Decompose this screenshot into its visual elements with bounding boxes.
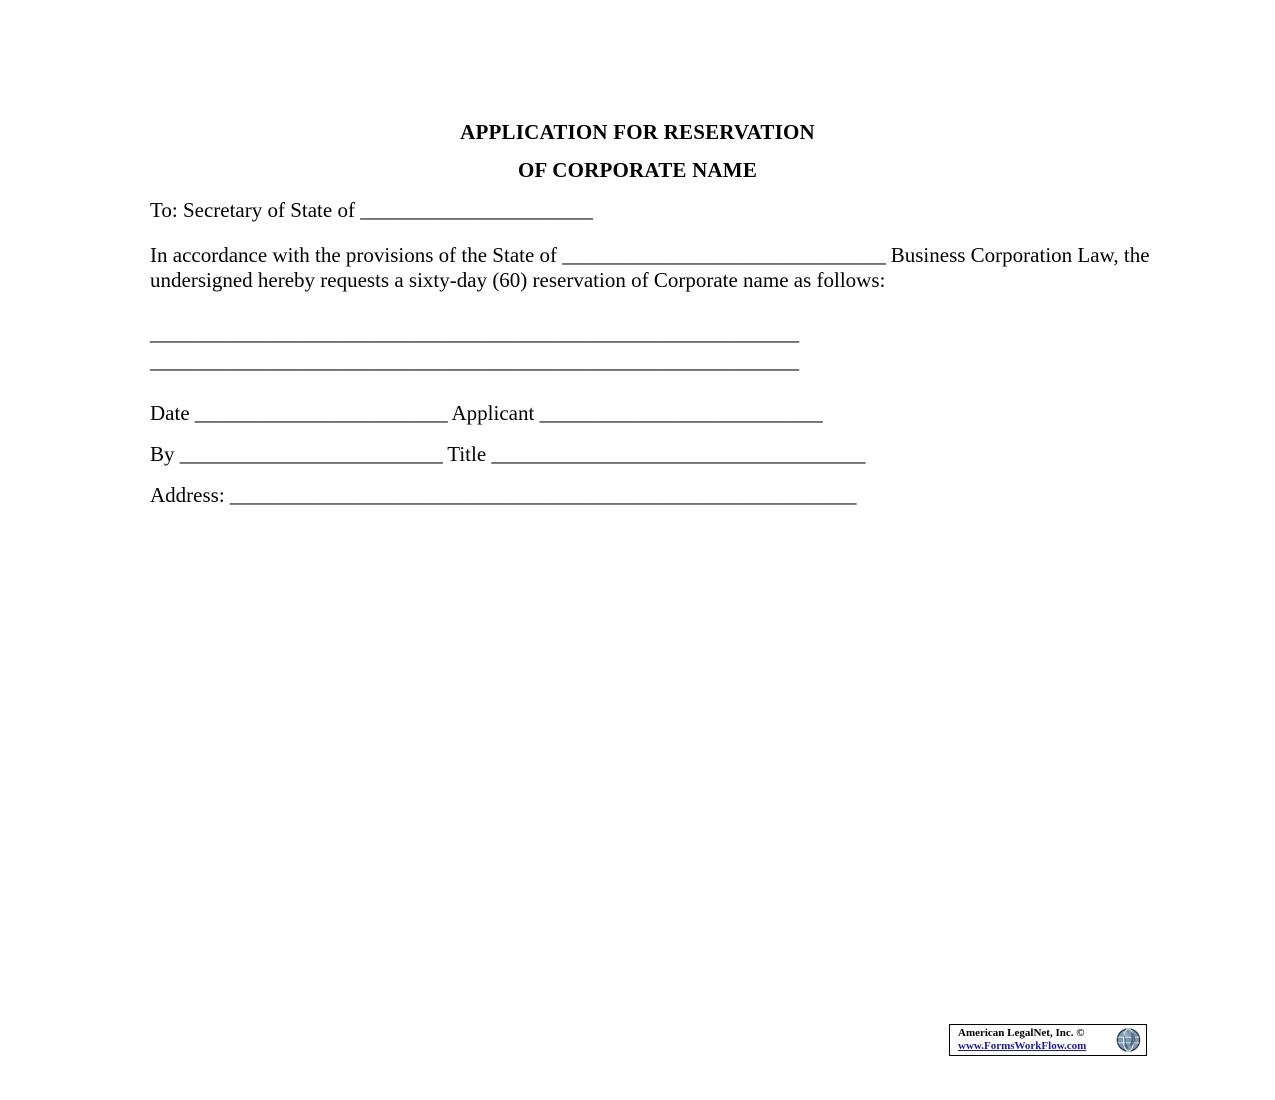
secretary-of-state-label: To: Secretary of State of xyxy=(150,198,361,222)
document-body xyxy=(150,200,1170,506)
state-name-blank[interactable]: ________________________________ xyxy=(562,243,886,267)
stamp-text-block xyxy=(958,1027,1086,1053)
by-label: By xyxy=(150,442,180,467)
american-legalnet-stamp xyxy=(949,1024,1147,1056)
corporate-name-lines xyxy=(150,293,1170,376)
title-line-2: OF CORPORATE NAME xyxy=(517,158,758,182)
globe-icon xyxy=(1115,1027,1142,1053)
stamp-website[interactable]: www.FormsWorkFlow.com xyxy=(958,1040,1087,1052)
stamp-company: American LegalNet, Inc. © xyxy=(958,1027,1085,1039)
applicant-blank[interactable]: ____________________________ xyxy=(539,401,823,426)
date-applicant-row xyxy=(150,375,1170,424)
address-row xyxy=(150,465,1170,506)
title-blank[interactable]: _____________________________________ xyxy=(491,442,866,467)
provisions-text-1: In accordance with the provisions of the State of xyxy=(150,243,563,267)
title-label: Title xyxy=(442,442,492,467)
by-blank[interactable]: __________________________ xyxy=(179,442,443,467)
by-title-row xyxy=(150,424,1170,465)
provisions-text-2: Business Corporation Law, the undersigned hereby requests a sixty-day (60) reservation of Corporate name as follows: xyxy=(150,243,1150,292)
title-line-1: APPLICATION FOR RESERVATION xyxy=(460,120,815,144)
document-title xyxy=(0,122,1275,181)
date-blank[interactable]: _________________________ xyxy=(194,401,448,426)
address-label: Address: xyxy=(150,483,230,508)
provisions-paragraph xyxy=(150,221,1170,293)
secretary-of-state-line xyxy=(150,200,1170,221)
corporate-name-line-2[interactable]: _______________________________________________________________ xyxy=(150,348,799,373)
corporate-name-line-1[interactable]: _______________________________________________________________ xyxy=(150,320,799,345)
applicant-label: Applicant xyxy=(447,401,540,426)
secretary-of-state-blank[interactable]: _______________________ xyxy=(360,198,593,222)
date-label: Date xyxy=(150,401,195,426)
address-blank[interactable]: ______________________________________________________________ xyxy=(229,483,857,508)
